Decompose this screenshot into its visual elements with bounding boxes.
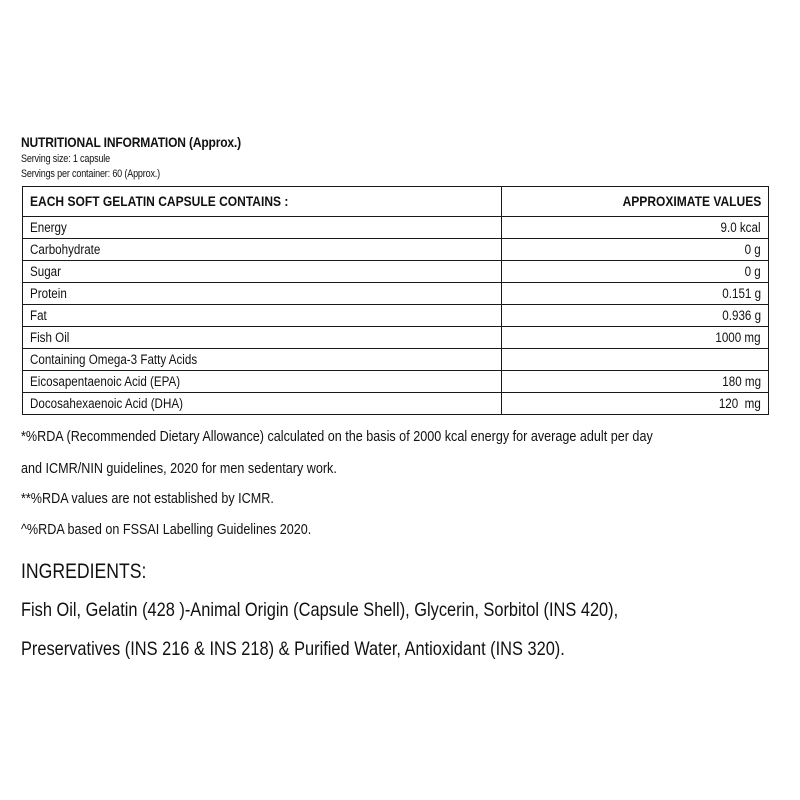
table-row	[23, 349, 769, 371]
rda-note-1: *%RDA (Recommended Dietary Allowance) calculated on the basis of 2000 kcal energy for average adult per day	[21, 428, 653, 445]
rda-note-3: ^%RDA based on FSSAI Labelling Guidelines 2020.	[21, 521, 312, 538]
nutrient-name: Energy	[23, 217, 502, 239]
column-header-value: APPROXIMATE VALUES	[501, 187, 768, 217]
nutrient-value: 9.0 kcal	[501, 217, 768, 239]
nutrient-name: Docosahexaenoic Acid (DHA)	[23, 393, 502, 415]
nutrient-value: 1000 mg	[501, 327, 768, 349]
ingredients-line-2: Preservatives (INS 216 & INS 218) & Purified Water, Antioxidant (INS 320).	[21, 638, 565, 660]
table-row	[23, 239, 769, 261]
table-row	[23, 283, 769, 305]
rda-note-2: **%RDA values are not established by ICMR.	[21, 490, 274, 507]
nutrient-name: Fish Oil	[23, 327, 502, 349]
rda-note-1-continued: and ICMR/NIN guidelines, 2020 for men sedentary work.	[21, 460, 337, 477]
nutrition-table	[22, 186, 769, 415]
nutrient-value	[501, 349, 768, 371]
nutrient-name: Containing Omega-3 Fatty Acids	[23, 349, 502, 371]
nutrient-value: 0.936 g	[501, 305, 768, 327]
nutrient-name: Sugar	[23, 261, 502, 283]
ingredients-heading: INGREDIENTS:	[21, 560, 147, 583]
nutrient-value: 120 mg	[501, 393, 768, 415]
nutrient-name: Carbohydrate	[23, 239, 502, 261]
nutrient-name: Protein	[23, 283, 502, 305]
table-row	[23, 371, 769, 393]
table-row	[23, 261, 769, 283]
nutrient-value: 180 mg	[501, 371, 768, 393]
label-title: NUTRITIONAL INFORMATION (Approx.)	[21, 134, 241, 150]
nutrient-value: 0.151 g	[501, 283, 768, 305]
nutrient-name: Eicosapentaenoic Acid (EPA)	[23, 371, 502, 393]
table-row	[23, 305, 769, 327]
nutrient-name: Fat	[23, 305, 502, 327]
ingredients-line-1: Fish Oil, Gelatin (428 )-Animal Origin (Capsule Shell), Glycerin, Sorbitol (INS 420),	[21, 599, 619, 621]
table-header-row	[23, 187, 769, 217]
servings-per-container: Servings per container: 60 (Approx.)	[21, 168, 160, 180]
column-header-nutrient: EACH SOFT GELATIN CAPSULE CONTAINS :	[23, 187, 502, 217]
nutrient-value: 0 g	[501, 261, 768, 283]
nutrient-value: 0 g	[501, 239, 768, 261]
table-row	[23, 393, 769, 415]
serving-size: Serving size: 1 capsule	[21, 153, 110, 165]
table-row	[23, 327, 769, 349]
table-row	[23, 217, 769, 239]
